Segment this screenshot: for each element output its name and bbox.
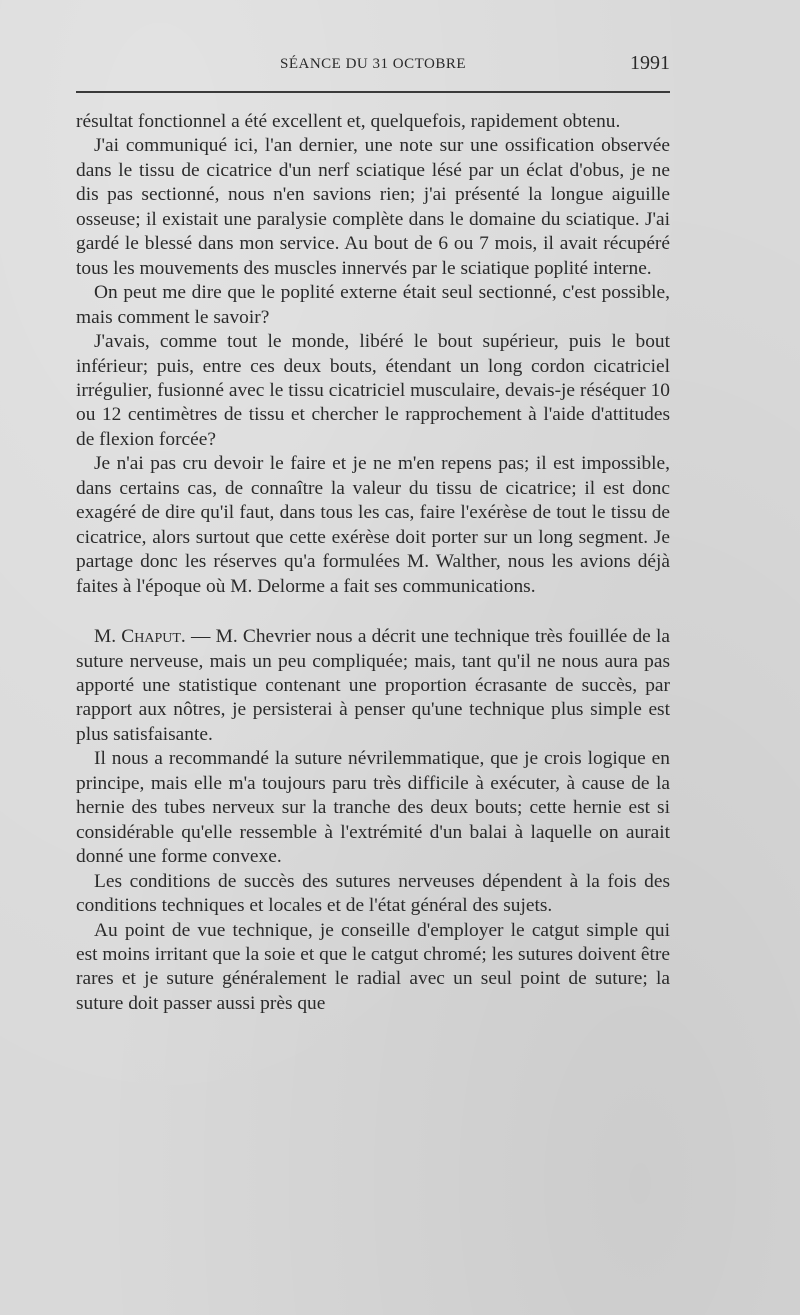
paragraph-nevrilemmatique: Il nous a recommandé la suture névrilemmatique, que je crois logique en principe, mais elle m'a toujours paru très difficile à exécuter, à cause de la hernie des tubes nerveux sur la tranche des deux bouts; cette hernie est si considérable qu'elle ressemble à l'extrémité d'un balai à laquelle on aurait donné une forme convexe. bbox=[76, 748, 670, 868]
paragraph-continued: résultat fonctionnel a été excellent et, quelquefois, rapidement obtenu. bbox=[76, 111, 621, 132]
section-gap bbox=[76, 599, 670, 625]
paragraph-ossification: J'ai communiqué ici, l'an dernier, une note sur une ossification observée dans le tissu de cicatrice d'un nerf sciatique lésé par un éclat d'obus, je ne dis pas sectionné, nous n'en savions rien; j'ai présenté la longue aiguille osseuse; il existait une paralysie complète dans le domaine du sciatique. J'ai gardé le blessé dans mon service. Au bout de 6 ou 7 mois, il avait récupéré tous les mouvements des muscles innervés par le sciatique poplité interne. bbox=[76, 135, 670, 279]
running-title: SÉANCE DU 31 OCTOBRE bbox=[280, 56, 466, 72]
paragraph-catgut: Au point de vue technique, je conseille d'employer le catgut simple qui est moins irritant que la soie et que le catgut chromé; les sutures doivent être rares et je suture généralement le radial avec un seul point de suture; la suture doit passer aussi près que bbox=[76, 919, 670, 1014]
speaker-name: M. Chaput. bbox=[94, 626, 186, 648]
page-number: 1991 bbox=[630, 52, 670, 74]
body-text bbox=[76, 110, 670, 1016]
paragraph-reserves: Je n'ai pas cru devoir le faire et je ne m'en repens pas; il est impossible, dans certains cas, de connaître la valeur du tissu de cicatrice; il est donc exagéré de dire qu'il faut, dans tous les cas, faire l'exérèse de tout le tissu de cicatrice, alors surtout que cette exérèse doit porter sur un long segment. Je partage donc les réserves qu'a formulées M. Walther, nous les avions déjà faites à l'époque où M. Delorme a fait ses communications. bbox=[76, 453, 670, 597]
paragraph-chaput-intro bbox=[76, 625, 670, 747]
paragraph-poplite: On peut me dire que le poplité externe était seul sectionné, c'est possible, mais comment le savoir? bbox=[76, 282, 670, 328]
paragraph-conditions: Les conditions de succès des sutures nerveuses dépendent à la fois des conditions techniques et locales et de l'état général des sujets. bbox=[76, 870, 670, 917]
page-header bbox=[76, 52, 670, 80]
chaput-intro-text: — M. Chevrier nous a décrit une technique très fouillée de la suture nerveuse, mais un peu compliquée; mais, tant qu'il ne nous aura pas apporté une statistique contenant une proportion écrasante de succès, par rapport aux nôtres, je persisterai à penser qu'une technique plus simple est plus satisfaisante. bbox=[76, 626, 670, 745]
header-rule bbox=[76, 91, 670, 93]
paragraph-resection: J'avais, comme tout le monde, libéré le bout supérieur, puis le bout inférieur; puis, entre ces deux bouts, étendant un long cordon cicatriciel irrégulier, fusionné avec le tissu cicatriciel musculaire, devais-je réséquer 10 ou 12 centimètres de tissu et chercher le rapprochement à l'aide d'attitudes de flexion forcée? bbox=[76, 331, 670, 450]
